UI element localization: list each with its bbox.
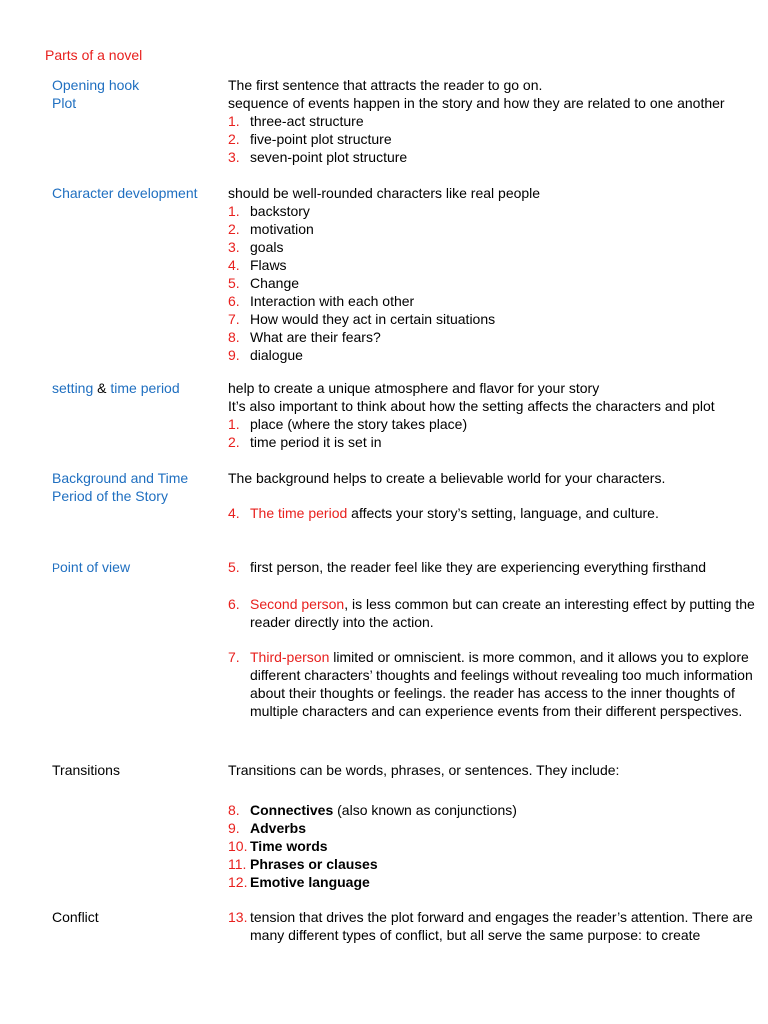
term-label: oint of view	[60, 559, 131, 575]
list-item	[228, 292, 768, 310]
list-item	[228, 504, 768, 522]
list-item	[228, 112, 768, 130]
list-item	[228, 558, 768, 576]
term-label: setting	[52, 380, 94, 396]
list-item	[228, 148, 768, 166]
list-number: 10.	[228, 838, 248, 854]
list-item	[228, 648, 768, 720]
list-item	[228, 256, 768, 274]
list-number: 11.	[228, 856, 247, 872]
term-label: Opening hook	[52, 77, 140, 93]
list-text: Flaws	[250, 257, 287, 273]
page-title: Parts of a novel	[45, 47, 143, 63]
term-label: Background and Time	[52, 470, 189, 486]
list-item	[228, 801, 768, 819]
list-text: affects your story’s setting, language, and culture.	[347, 505, 659, 521]
list-bold: Emotive language	[250, 874, 370, 890]
term-point-of-view	[52, 558, 222, 577]
list-number: 2.	[228, 131, 240, 147]
definition-transitions	[228, 761, 768, 779]
list-item	[228, 220, 768, 238]
term-setting-time-period	[52, 379, 222, 397]
pov-item-5	[228, 558, 768, 576]
list-item	[228, 310, 768, 328]
list-item	[228, 415, 768, 433]
definition-setting	[228, 379, 768, 451]
list-item	[228, 130, 768, 148]
term-label: Plot	[52, 95, 77, 111]
list-number: 5.	[228, 559, 240, 575]
definition-background	[228, 469, 768, 487]
list-text: Change	[250, 275, 300, 291]
term-ampersand: &	[97, 380, 107, 396]
list-text: , is less common but can create an interesting effect by putting the reader directly into the action.	[250, 596, 755, 630]
definition-text: help to create a unique atmosphere and flavor for your story	[228, 380, 600, 396]
list-text: motivation	[250, 221, 314, 237]
highlight-text: Second person	[250, 596, 345, 612]
term-opening-hook	[52, 76, 222, 112]
list-text: first person, the reader feel like they are experiencing everything firsthand	[250, 559, 707, 575]
list-number: 8.	[228, 802, 240, 818]
definition-text: should be well-rounded characters like real people	[228, 185, 541, 201]
term-conflict: Conflict	[52, 909, 99, 925]
definition-text: Transitions can be words, phrases, or sentences. They include:	[228, 762, 620, 778]
list-number: 2.	[228, 221, 240, 237]
list-text: three-act structure	[250, 113, 364, 129]
list-number: 1.	[228, 416, 240, 432]
list-item	[228, 346, 768, 364]
list-bold: Connectives	[250, 802, 334, 818]
list-text: What are their fears?	[250, 329, 381, 345]
pov-item-6	[228, 595, 768, 631]
term-label: Period of the Story	[52, 488, 168, 504]
list-item	[228, 908, 768, 944]
character-list	[228, 202, 768, 364]
definition-text: The first sentence that attracts the reader to go on.	[228, 77, 543, 93]
list-item	[228, 595, 768, 631]
list-bold: Phrases or clauses	[250, 856, 378, 872]
list-text: five-point plot structure	[250, 131, 392, 147]
list-number: 1.	[228, 203, 240, 219]
list-number: 8.	[228, 329, 240, 345]
list-item	[228, 855, 768, 873]
list-item	[228, 837, 768, 855]
list-text: limited or omniscient. is more common, and it allows you to explore different characters’ thoughts and feelings without revealing too much information about their thoughts or feelings. the reader has access to the inner thoughts of multiple characters and can experience events from their different perspectives.	[250, 649, 753, 719]
list-item	[228, 238, 768, 256]
term-first-letter: P	[52, 561, 61, 575]
definition-text: sequence of events happen in the story and how they are related to one another	[228, 95, 725, 111]
plot-list	[228, 112, 768, 166]
list-item	[228, 202, 768, 220]
list-text: time period it is set in	[250, 434, 382, 450]
highlight-text: Third-person	[250, 649, 330, 665]
definition-character	[228, 184, 768, 364]
pov-item-7	[228, 648, 768, 720]
list-text: tension that drives the plot forward and engages the reader’s attention. There are many different types of conflict, but all serve the same purpose: to create	[250, 909, 753, 943]
list-number: 3.	[228, 149, 240, 165]
term-character-development: Character development	[52, 185, 198, 201]
list-number: 7.	[228, 311, 240, 327]
list-number: 3.	[228, 239, 240, 255]
list-item	[228, 433, 768, 451]
list-bold: Adverbs	[250, 820, 307, 836]
term-label: time period	[110, 380, 180, 396]
background-item	[228, 504, 768, 522]
list-text: seven-point plot structure	[250, 149, 408, 165]
list-number: 9.	[228, 820, 240, 836]
list-number: 6.	[228, 596, 240, 612]
list-text: backstory	[250, 203, 310, 219]
list-item	[228, 873, 768, 891]
list-number: 6.	[228, 293, 240, 309]
list-number: 7.	[228, 649, 240, 665]
highlight-text: The time period	[250, 505, 348, 521]
conflict-item	[228, 908, 768, 944]
list-number: 1.	[228, 113, 240, 129]
list-text: (also known as conjunctions)	[333, 802, 517, 818]
definition-text: It’s also important to think about how the setting affects the characters and plot	[228, 398, 715, 414]
list-number: 2.	[228, 434, 240, 450]
list-text: How would they act in certain situations	[250, 311, 496, 327]
list-item	[228, 819, 768, 837]
transitions-list	[228, 801, 768, 891]
list-number: 4.	[228, 257, 240, 273]
term-background	[52, 469, 222, 505]
list-number: 4.	[228, 505, 240, 521]
definition-opening-plot	[228, 76, 768, 166]
list-text: goals	[250, 239, 284, 255]
list-text: dialogue	[250, 347, 303, 363]
list-number: 13.	[228, 909, 248, 925]
list-number: 12.	[228, 874, 248, 890]
list-item	[228, 274, 768, 292]
list-item	[228, 328, 768, 346]
list-text: place (where the story takes place)	[250, 416, 468, 432]
list-text: Interaction with each other	[250, 293, 415, 309]
list-number: 9.	[228, 347, 240, 363]
list-number: 5.	[228, 275, 240, 291]
list-bold: Time words	[250, 838, 328, 854]
term-transitions: Transitions	[52, 762, 120, 778]
definition-text: The background helps to create a believable world for your characters.	[228, 470, 666, 486]
